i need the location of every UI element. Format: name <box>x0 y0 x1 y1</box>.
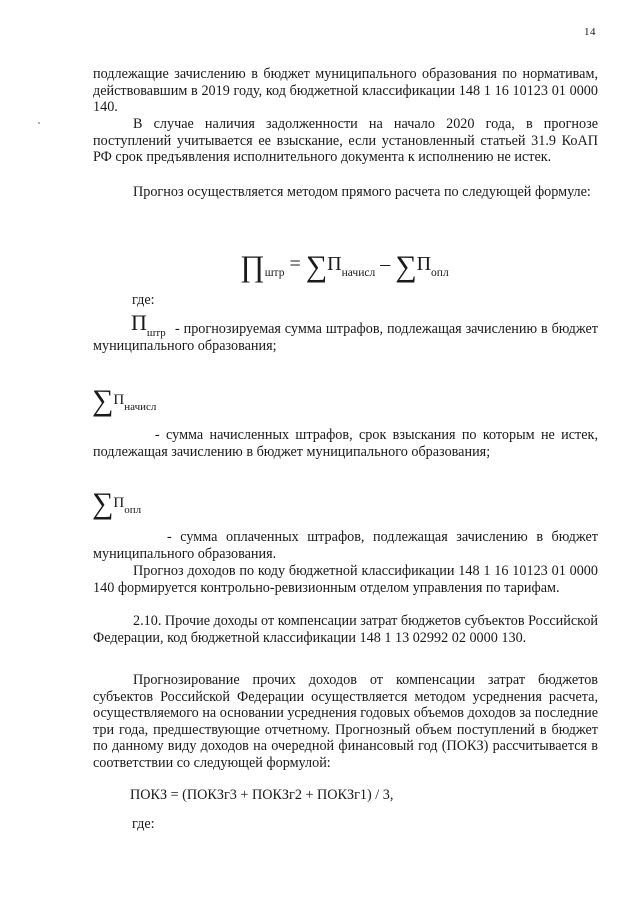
sum-symbol-2: ∑ <box>395 250 417 283</box>
formula-minus: – <box>380 253 391 275</box>
paragraph-forecast-method: Прогноз осуществляется методом прямого расчета по следующей формуле: <box>133 184 591 200</box>
where-label-2: где: <box>132 816 155 832</box>
product-symbol: ∏ <box>240 250 265 283</box>
paragraph-responsible-department: Прогноз доходов по коду бюджетной классификации 148 1 16 10123 01 0000 140 формируется контрольно-ревизионным отделом управления по тарифам. <box>93 563 598 596</box>
var1-symbol: П <box>131 310 147 335</box>
sum-symbol-1: ∑ <box>305 250 328 283</box>
var3-sum-symbol: ∑ <box>92 487 114 520</box>
var2-sum-symbol: ∑ <box>92 384 114 417</box>
var2-letter: П <box>113 392 125 408</box>
where-label: где: <box>132 292 155 308</box>
pokz-formula: ПОКЗ = (ПОКЗг3 + ПОКЗг2 + ПОКЗг1) / 3, <box>130 787 394 803</box>
var1-subscript: штр <box>146 327 166 339</box>
page-number: 14 <box>584 26 596 38</box>
formula-equals: = <box>289 253 301 275</box>
formula-term2-subscript: опл <box>431 267 449 279</box>
formula-lhs-subscript: штр <box>264 267 285 279</box>
formula-term1-subscript: начисл <box>341 267 376 279</box>
var3-letter: П <box>113 495 125 511</box>
variable-paid-fines <box>92 487 141 521</box>
paragraph-debt-collection: В случае наличия задолженности на начало 2020 года, в прогнозе поступлений учитывается ее взыскание, если установленный статьей 31.9 КоАП РФ срок предъявления исполнительного документа к исполнению не истек. <box>93 116 598 166</box>
formula-term1-letter: П <box>327 253 342 275</box>
paragraph-averaging-method: Прогнозирование прочих доходов от компенсации затрат бюджетов субъектов Российской Федерации осуществляется методом усреднения расчета, осуществляемого на основании усреднения годовых объемов доходов за последние три года, предшествующие отчетному. Прогнозный объем поступлений в бюджет по данному виду доходов на очередной финансовый год (ПОКЗ) рассчитывается в соответствии со следующей формулой: <box>93 672 598 771</box>
variable2-description: - сумма начисленных штрафов, срок взыскания по которым не истек, подлежащая зачислению в бюджет муниципального образования; <box>93 427 598 460</box>
var3-subscript: опл <box>124 504 142 516</box>
variable3-description: - сумма оплаченных штрафов, подлежащая зачислению в бюджет муниципального образования. <box>93 529 598 562</box>
section-heading-2-10: 2.10. Прочие доходы от компенсации затрат бюджетов субъектов Российской Федерации, код бюджетной классификации 148 1 13 02992 02 0000 130. <box>93 613 599 646</box>
variable-accrued-fines <box>92 384 156 418</box>
formula-term2-letter: П <box>416 253 432 275</box>
paragraph-continuation: подлежащие зачислению в бюджет муниципального образования по нормативам, действовавшим в 2019 году, код бюджетной классификации 148 1 16 10123 01 0000 140. <box>93 66 598 116</box>
scan-speck <box>38 122 40 124</box>
var2-subscript: начисл <box>124 401 157 413</box>
fines-forecast-formula <box>240 252 449 282</box>
variable1-description: - прогнозируемая сумма штрафов, подлежащая зачислению в бюджет муниципального образования; <box>93 321 598 354</box>
